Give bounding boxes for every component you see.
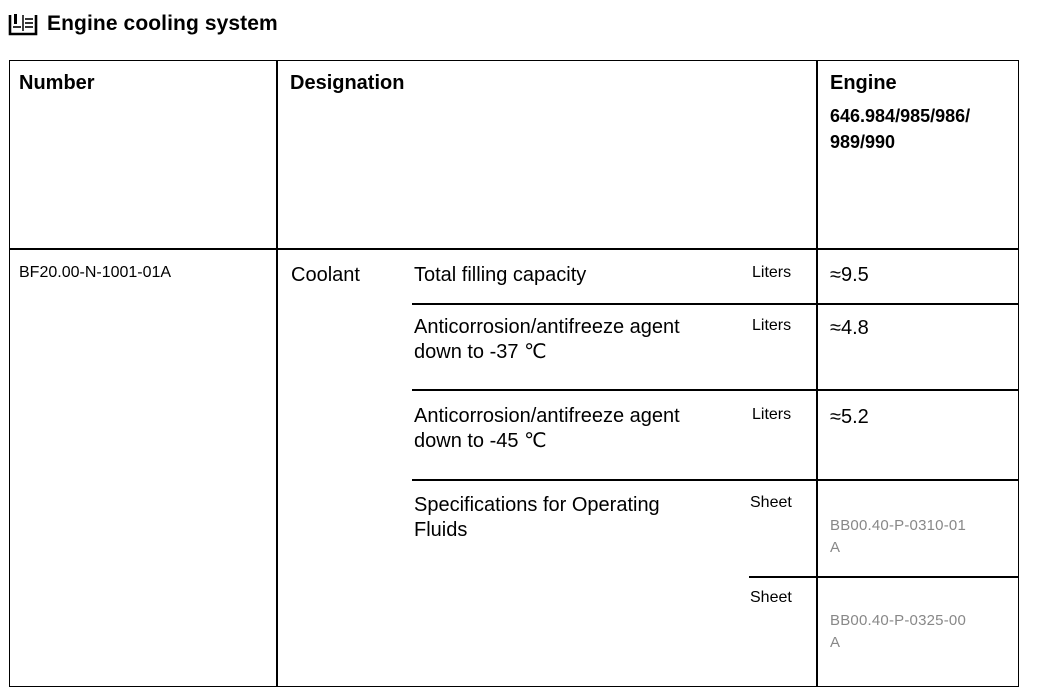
item-reference-link[interactable]: BB00.40-P-0310-01 A	[830, 517, 966, 556]
item-value: ≈9.5	[830, 264, 869, 286]
row-divider	[412, 479, 1019, 481]
item-reference-link[interactable]: BB00.40-P-0325-00 A	[830, 612, 966, 651]
column-header-engine: Engine	[830, 72, 897, 94]
item-unit: Liters	[752, 406, 792, 423]
item-description: Total filling capacity	[414, 264, 587, 286]
column-header-number: Number	[19, 72, 95, 94]
item-description: Anticorrosion/antifreeze agent down to -45 ℃	[414, 405, 680, 452]
column-divider-number	[276, 60, 278, 687]
item-description: Anticorrosion/antifreeze agent down to -37 ℃	[414, 316, 680, 363]
document-number: BF20.00-N-1001-01A	[19, 264, 172, 281]
header-divider	[9, 248, 1019, 250]
row-divider	[412, 389, 1019, 391]
column-divider-engine	[816, 60, 818, 687]
column-header-designation: Designation	[290, 72, 405, 94]
item-unit: Sheet	[750, 494, 792, 511]
item-unit: Sheet	[750, 589, 792, 606]
page-title: Engine cooling system	[47, 12, 278, 35]
item-unit: Liters	[752, 317, 792, 334]
item-value: ≈4.8	[830, 317, 869, 339]
item-value: ≈5.2	[830, 406, 869, 428]
page-header	[8, 11, 278, 37]
book-icon	[8, 11, 38, 37]
designation-coolant: Coolant	[291, 264, 360, 286]
item-unit: Liters	[752, 264, 792, 281]
row-divider	[412, 303, 1019, 305]
row-divider	[749, 576, 1019, 578]
item-description: Specifications for Operating Fluids	[414, 494, 660, 541]
engine-models: 646.984/985/986/ 989/990	[830, 106, 971, 152]
